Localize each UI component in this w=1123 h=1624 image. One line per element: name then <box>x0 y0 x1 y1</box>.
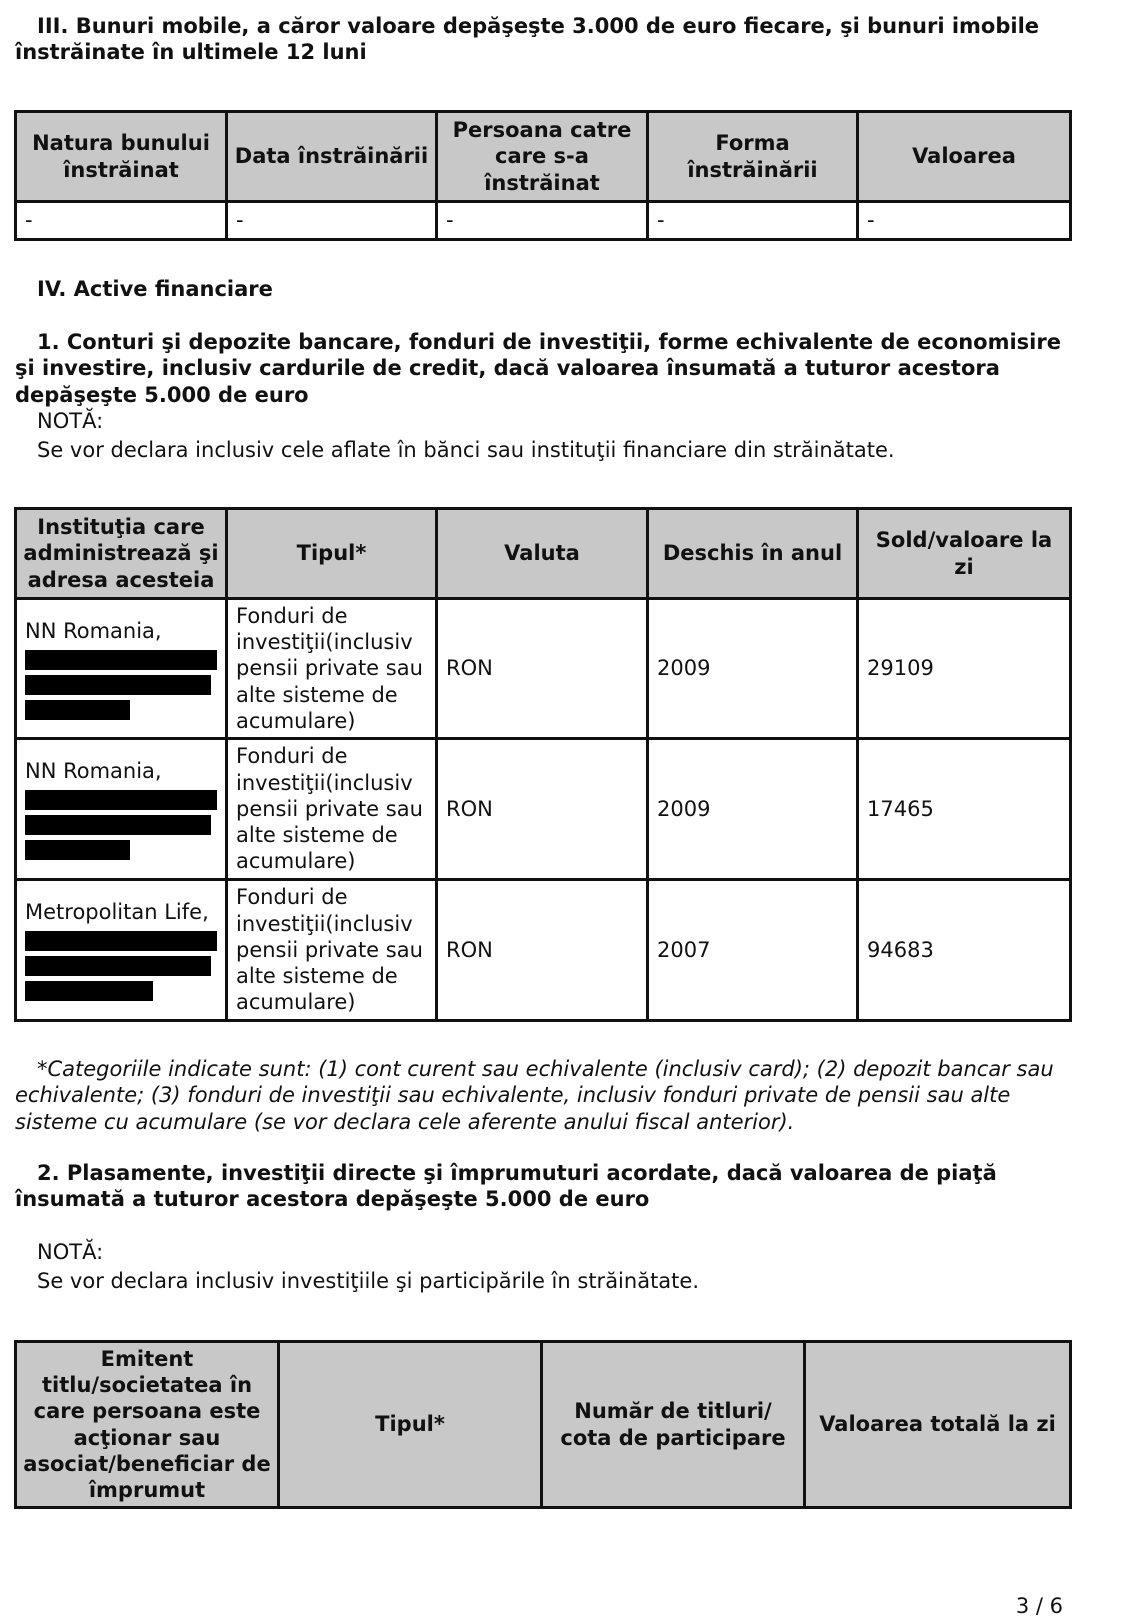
col-header-institution: Instituţia care administrează şi adresa acesteia <box>16 509 227 599</box>
page-number: 3 / 6 <box>1015 1594 1063 1618</box>
section-4-title: IV. Active financiare <box>37 277 273 301</box>
col-header-opened-year: Deschis în anul <box>648 509 858 599</box>
col-header-type: Tipul* <box>279 1342 542 1508</box>
table-cell: - <box>227 202 437 240</box>
col-header-type: Tipul* <box>227 509 437 599</box>
institution-cell <box>16 880 227 1021</box>
note-text: Se vor declara inclusiv cele aflate în bănci sau instituţii financiare din străinătate. <box>37 438 895 462</box>
col-header-share-count: Număr de titluri/ cota de participare <box>542 1342 805 1508</box>
table-cell: - <box>437 202 648 240</box>
year-cell: 2007 <box>648 880 858 1021</box>
table-row <box>16 739 1071 880</box>
year-cell: 2009 <box>648 599 858 739</box>
institution-cell <box>16 599 227 739</box>
institution-name: NN Romania, <box>25 759 162 783</box>
type-cell: Fonduri de investiţii(inclusiv pensii private sau alte sisteme de acumulare) <box>227 880 437 1021</box>
col-header-alienation-date: Data înstrăinării <box>227 112 437 202</box>
balance-cell: 29109 <box>858 599 1071 739</box>
col-header-asset-nature: Natura bunului înstrăinat <box>16 112 227 202</box>
redacted-block <box>25 840 130 860</box>
subsection-2-title: 2. Plasamente, investiţii directe şi împrumuturi acordate, dacă valoarea de piaţă însumată a tuturor acestora depăşeşte 5.000 de euro <box>15 1161 997 1212</box>
col-header-balance: Sold/valoare la zi <box>858 509 1071 599</box>
balance-cell: 94683 <box>858 880 1071 1021</box>
redacted-block <box>25 650 217 670</box>
type-cell: Fonduri de investiţii(inclusiv pensii private sau alte sisteme de acumulare) <box>227 599 437 739</box>
table-cell: - <box>648 202 858 240</box>
type-footnote: *Categoriile indicate sunt: (1) cont curent sau echivalente (inclusiv card); (2) depozit bancar sau echivalente; (3) fonduri de investiţii sau echivalente, inclusiv fonduri private de pensii sau alte sisteme cu acumulare (se vor declara cele aferente anului fiscal anterior). <box>15 1057 1054 1134</box>
balance-cell: 17465 <box>858 739 1071 880</box>
redacted-block <box>25 981 153 1001</box>
redacted-block <box>25 956 211 976</box>
section-3-title: III. Bunuri mobile, a căror valoare depăşeşte 3.000 de euro fiecare, şi bunuri imobile înstrăinate în ultimele 12 luni <box>15 14 1040 65</box>
redacted-block <box>25 675 211 695</box>
redacted-block <box>25 790 217 810</box>
note-label: NOTĂ: <box>37 1240 104 1264</box>
investments-table <box>14 1340 1072 1509</box>
currency-cell: RON <box>437 880 648 1021</box>
col-header-issuer: Emitent titlu/societatea în care persoana este acţionar sau asociat/beneficiar de împrumut <box>16 1342 279 1508</box>
bank-accounts-table <box>14 507 1072 1022</box>
alienated-assets-table <box>14 110 1072 241</box>
currency-cell: RON <box>437 739 648 880</box>
table-cell: - <box>858 202 1071 240</box>
institution-name: NN Romania, <box>25 619 162 643</box>
col-header-total-value: Valoarea totală la zi <box>805 1342 1071 1508</box>
note-text: Se vor declara inclusiv investiţiile şi participările în străinătate. <box>37 1269 700 1293</box>
table-row <box>16 599 1071 739</box>
subsection-1-title: 1. Conturi şi depozite bancare, fonduri de investiţii, forme echivalente de economisire şi investire, inclusiv cardurile de credit, dacă valoarea însumată a tuturor acestora depăşeşte 5.000 de euro <box>15 330 1061 407</box>
table-cell: - <box>16 202 227 240</box>
type-cell: Fonduri de investiţii(inclusiv pensii private sau alte sisteme de acumulare) <box>227 739 437 880</box>
col-header-alienation-form: Forma înstrăinării <box>648 112 858 202</box>
redacted-block <box>25 700 130 720</box>
institution-cell <box>16 739 227 880</box>
note-label: NOTĂ: <box>37 409 104 433</box>
redacted-block <box>25 931 217 951</box>
redacted-block <box>25 815 211 835</box>
year-cell: 2009 <box>648 739 858 880</box>
table-row <box>16 880 1071 1021</box>
currency-cell: RON <box>437 599 648 739</box>
institution-name: Metropolitan Life, <box>25 900 209 924</box>
col-header-currency: Valuta <box>437 509 648 599</box>
col-header-recipient: Persoana catre care s-a înstrăinat <box>437 112 648 202</box>
col-header-value: Valoarea <box>858 112 1071 202</box>
